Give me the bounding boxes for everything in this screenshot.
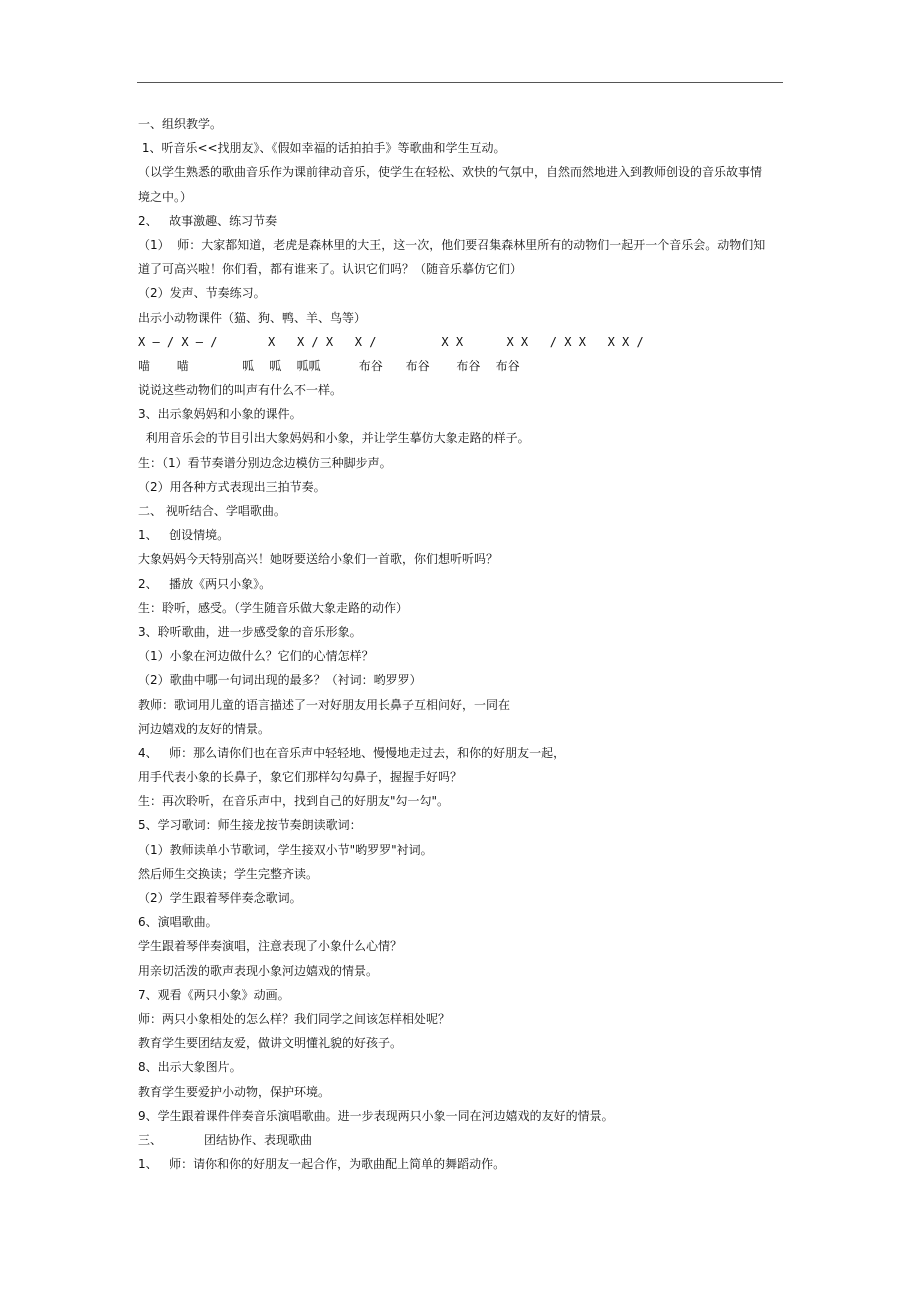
- rhythm-notation: X — / X — / X X / X X / X X X X / X X X X /: [138, 334, 644, 349]
- text-line: （1）教师读单小节歌词，学生接双小节"哟罗罗"衬词。: [138, 842, 433, 857]
- text-line: 出示小动物课件（猫、狗、鸭、羊、鸟等）: [138, 310, 367, 325]
- text-line: 4、 师：那么请你们也在音乐声中轻轻地、慢慢地走过去，和你的好朋友一起，: [138, 745, 566, 760]
- text-line: 学生跟着琴伴奏演唱，注意表现了小象什么心情？: [138, 939, 403, 954]
- text-line: （2）歌曲中哪一句词出现的最多？（衬词：哟罗罗）: [138, 673, 422, 688]
- section-heading: 二、 视听结合、学唱歌曲。: [138, 504, 286, 518]
- text-line: 教育学生要团结友爱，做讲文明懂礼貌的好孩子。: [138, 1036, 403, 1051]
- text-line: 教育学生要爱护小动物，保护环境。: [138, 1084, 331, 1099]
- text-line: 1、 创设情境。: [138, 528, 230, 543]
- text-line: 说说这些动物们的叫声有什么不一样。: [138, 383, 343, 398]
- text-line: 3、出示象妈妈和小象的课件。: [138, 407, 302, 422]
- text-line: 2、 故事激趣、练习节奏: [138, 213, 278, 228]
- header-rule: [137, 82, 783, 83]
- text-line: 5、学习歌词：师生接龙按节奏朗读歌词：: [138, 818, 362, 833]
- text-line: 1、听音乐<<找朋友》、《假如幸福的话拍拍手》等歌曲和学生互动。: [138, 141, 506, 156]
- text-line: 3、聆听歌曲，进一步感受象的音乐形象。: [138, 624, 362, 639]
- text-line: 生：（1）看节奏谱分别边念边模仿三种脚步声。: [138, 455, 392, 470]
- text-line: 道了可高兴啦！你们看，都有谁来了。认识它们吗？（随音乐摹仿它们）: [138, 262, 523, 277]
- text-line: 1、 师：请你和你的好朋友一起合作，为歌曲配上简单的舞蹈动作。: [138, 1157, 506, 1172]
- text-line: 师：两只小象相处的怎么样？我们同学之间该怎样相处呢？: [138, 1011, 451, 1026]
- document-body: [138, 112, 788, 1176]
- text-line: 7、观看《两只小象》动画。: [138, 987, 290, 1002]
- text-line: 然后师生交换读；学生完整齐读。: [138, 866, 319, 881]
- text-line: 8、出示大象图片。: [138, 1060, 242, 1075]
- text-line: （以学生熟悉的歌曲音乐作为课前律动音乐，使学生在轻松、欢快的气氛中，自然而然地进入到教师创设的音乐故事情: [138, 165, 763, 180]
- text-line: （2）用各种方式表现出三拍节奏。: [138, 479, 326, 494]
- text-line: 河边嬉戏的友好的情景。: [138, 721, 271, 736]
- rhythm-syllables: 喵 喵 呱 呱 呱呱 布谷 布谷 布谷 布谷: [138, 358, 520, 373]
- text-line: 用亲切活泼的歌声表现小象河边嬉戏的情景。: [138, 963, 379, 978]
- text-line: 大象妈妈今天特别高兴！她呀要送给小象们一首歌，你们想听听吗？: [138, 552, 499, 567]
- section-heading: 一、组织教学。: [138, 117, 223, 131]
- text-line: 用手代表小象的长鼻子，象它们那样勾勾鼻子，握握手好吗？: [138, 770, 463, 785]
- section-heading: 三、 团结协作、表现歌曲: [138, 1132, 312, 1147]
- text-line: （2）发声、节奏练习。: [138, 286, 266, 301]
- text-line: 境之中。）: [138, 189, 193, 204]
- text-line: 9、学生跟着课件伴奏音乐演唱歌曲。进一步表现两只小象一同在河边嬉戏的友好的情景。: [138, 1108, 614, 1123]
- text-line: 2、 播放《两只小象》。: [138, 576, 272, 591]
- text-line: （1）小象在河边做什么？它们的心情怎样？: [138, 649, 374, 664]
- text-line: （2）学生跟着琴伴奏念歌词。: [138, 891, 302, 905]
- text-line: 6、演唱歌曲。: [138, 915, 218, 930]
- text-line: 教师：歌词用儿童的语言描述了一对好朋友用长鼻子互相问好，一同在: [138, 697, 511, 712]
- text-line: 利用音乐会的节目引出大象妈妈和小象，并让学生摹仿大象走路的样子。: [138, 431, 530, 446]
- text-line: （1） 师：大家都知道，老虎是森林里的大王，这一次，他们要召集森林里所有的动物们一起开一个音乐会。动物们知: [138, 237, 766, 252]
- text-line: 生：聆听，感受。（学生随音乐做大象走路的动作）: [138, 600, 409, 615]
- text-line: 生：再次聆听，在音乐声中，找到自己的好朋友"勾一勾"。: [138, 794, 450, 809]
